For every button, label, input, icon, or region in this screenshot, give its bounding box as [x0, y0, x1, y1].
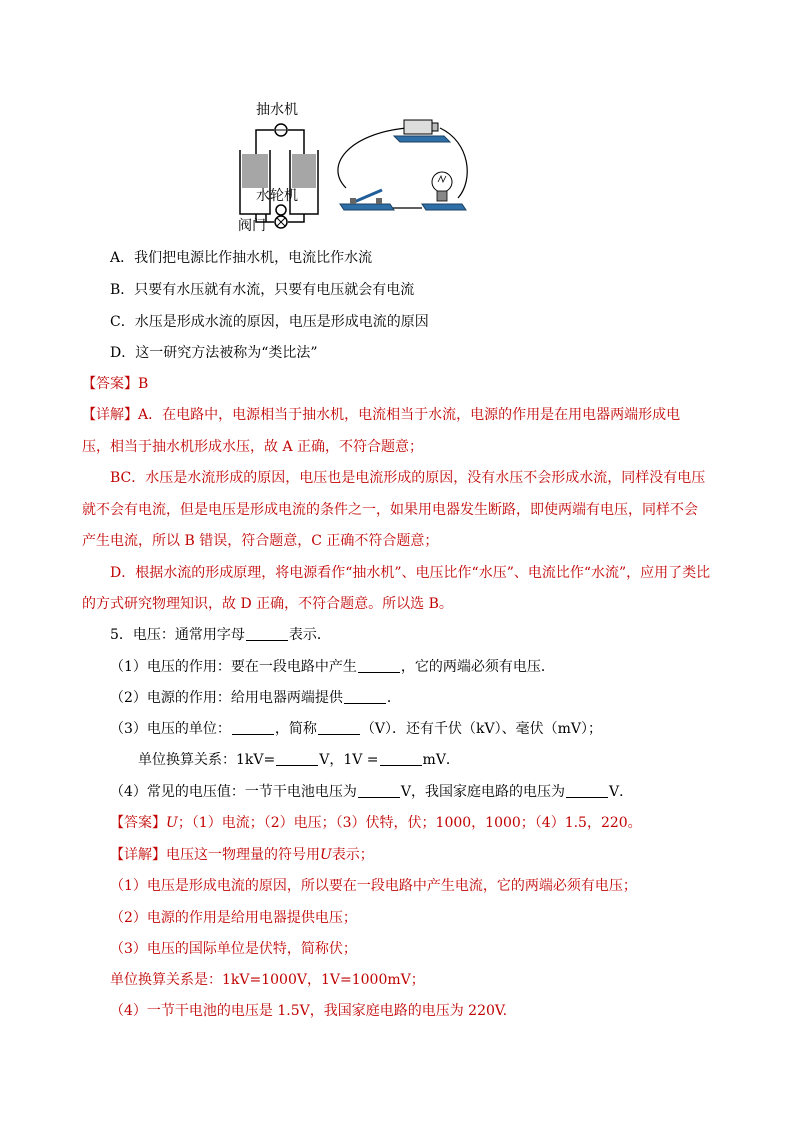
blank: [358, 783, 400, 798]
answer-value: ；（1）电流；（2）电压；（3）伏特，伏；1000，1000；（4）1.5，220。: [177, 815, 642, 831]
blank: [344, 689, 386, 704]
detail-1-line-1: 【详解】A．在电路中，电源相当于抽水机，电流相当于水流，电源的作用是在用电器两端形成电: [82, 407, 681, 423]
option-d: D．这一研究方法被称为“类比法”: [110, 345, 318, 361]
detail-1-line-2: 压，相当于抽水机形成水压，故 A 正确，不符合题意；: [82, 439, 424, 455]
detail-1-line-7: 的方式研究物理知识，故 D 正确，不符合题意。所以选 B。: [82, 596, 453, 612]
detail-1-line-5: 产生电流，所以 B 错误，符合题意，C 正确不符合题意；: [82, 533, 439, 549]
q5-sub-3: （3）电压的单位： ，简称 （V）．还有千伏（kV）、毫伏（mV）；: [110, 721, 603, 737]
answer-tag: 【答案】: [82, 376, 138, 392]
turbine-icon: [276, 205, 286, 215]
blank: [232, 720, 274, 735]
switch-base: [340, 204, 394, 210]
detail-2-line-5: 单位换算关系是：1kV=1000V，1V=1000mV；: [110, 972, 425, 988]
symbol-u: U: [320, 847, 332, 863]
label-turbine: 水轮机: [256, 188, 298, 204]
detail-1-line-6: D．根据水流的形成原理，将电源看作“抽水机”、电压比作“水压”、电流比作“水流”，应用了类比: [110, 565, 711, 581]
left-tank-water: [242, 154, 268, 188]
answer-1: [82, 374, 148, 394]
detail-1-line-4: 就不会有电流，但是电压是形成电流的条件之一，如果用电器发生断路，即使两端有电压，同样不会: [82, 502, 698, 518]
blank: [246, 626, 288, 641]
detail-2-line-3: （2）电源的作用是给用电器提供电压；: [110, 910, 357, 926]
option-b: B．只要有水压就有水流，只要有电压就会有电流: [110, 282, 415, 298]
blank: [358, 658, 400, 673]
answer-value: B: [138, 376, 149, 392]
battery-base: [394, 136, 450, 142]
right-tank-water: [292, 154, 316, 188]
bulb-icon: [432, 172, 452, 192]
q5-sub-1: （1）电压的作用：要在一段电路中产生 ，它的两端必须有电压．: [110, 659, 555, 675]
blank: [566, 783, 608, 798]
detail-tag: 【详解】: [110, 847, 166, 863]
q5-sub-2: （2）电源的作用：给用电器两端提供 ．: [110, 690, 401, 706]
answer-tag: 【答案】: [110, 815, 166, 831]
detail-2-line-2: （1）电压是形成电流的原因，所以要在一段电路中产生电流，它的两端必须有电压；: [110, 878, 637, 894]
q5-sub-4: （4）常见的电压值：一节干电池电压为 V，我国家庭电路的电压为 V．: [110, 784, 634, 800]
option-a: A．我们把电源比作抽水机，电流比作水流: [110, 250, 373, 266]
q5-stem: 5．电压：通常用字母 表示．: [110, 627, 331, 643]
lamp-base: [422, 204, 466, 210]
answer-2: [110, 813, 642, 833]
blank: [276, 751, 318, 766]
water-circuit-diagram: [236, 102, 476, 234]
detail-2-line-4: （3）电压的国际单位是伏特，简称伏；: [110, 941, 357, 957]
detail-1-line-3: BC．水压是水流形成的原因，电压也是电流形成的原因，没有水压不会形成水流，同样没有电压: [110, 470, 706, 486]
label-pump: 抽水机: [256, 102, 298, 118]
q5-conversion: 单位换算关系：1kV= V，1V = mV．: [138, 752, 460, 768]
analogy-figure: [236, 102, 476, 234]
detail-2-line-6: （4）一节干电池的电压是 1.5V，我国家庭电路的电压为 220V.: [110, 1003, 508, 1019]
label-valve: 阀门: [238, 218, 266, 234]
blank: [380, 751, 422, 766]
battery-icon: [404, 120, 432, 134]
blank: [318, 720, 360, 735]
option-c: C．水压是形成水流的原因，电压是形成电流的原因: [110, 314, 429, 330]
symbol-u: U: [166, 815, 178, 831]
detail-tag: 【详解】: [82, 407, 138, 423]
detail-2-line-1: 【详解】电压这一物理量的符号用U表示；: [110, 847, 374, 863]
